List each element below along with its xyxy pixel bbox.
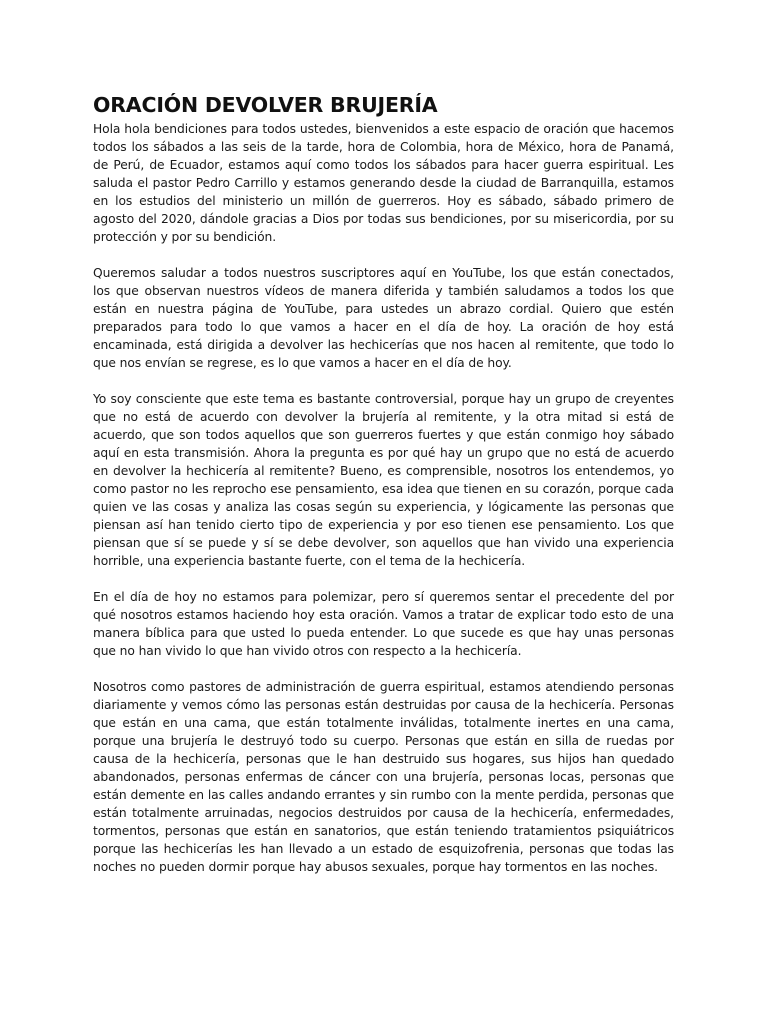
paragraph-4: En el día de hoy no estamos para polemizar, pero sí queremos sentar el precedente del por qué nosotros estamos haciendo hoy esta oración. Vamos a tratar de explicar todo esto de una manera bíblica para que usted lo pueda entender. Lo que sucede es que hay unas personas que no han vivido lo que han vivido otros con respecto a la hechicería. <box>93 590 674 658</box>
paragraph-3: Yo soy consciente que este tema es bastante controversial, porque hay un grupo de creyentes que no está de acuerdo con devolver la brujería al remitente, y la otra mitad si está de acuerdo, que son todos aquellos que son guerreros fuertes y que están conmigo hoy sábado aquí en esta transmisión. Ahora la pregunta es por qué hay un grupo que no está de acuerdo en devolver la hechicería al remitente? Bueno, es comprensible, nosotros los entendemos, yo como pastor no les reprocho ese pensamiento, esa idea que tienen en su corazón, porque cada quien ve las cosas y analiza las cosas según su experiencia, y lógicamente las personas que piensan así han tenido cierto tipo de experiencia y por eso tienen ese pensamiento. Los que piensan que sí se puede y sí se debe devolver, son aquellos que han vivido una experiencia horrible, una experiencia bastante fuerte, con el tema de la hechicería. <box>93 392 674 568</box>
document-title: ORACIÓN DEVOLVER BRUJERÍA <box>93 93 438 117</box>
document-page <box>93 92 674 894</box>
paragraph-5: Nosotros como pastores de administración de guerra espiritual, estamos atendiendo personas diariamente y vemos cómo las personas están destruidas por causa de la hechicería. Personas que están en una cama, que están totalmente inválidas, totalmente inertes en una cama, porque una brujería le destruyó todo su cuerpo. Personas que están en silla de ruedas por causa de la hechicería, personas que le han destruido sus hogares, sus hijos han quedado abandonados, personas enfermas de cáncer con una brujería, personas locas, personas que están demente en las calles andando errantes y sin rumbo con la mente perdida, personas que están totalmente arruinadas, negocios destruidos por causa de la hechicería, enfermedades, tormentos, personas que están en sanatorios, que están teniendo tratamientos psiquiátricos porque las hechicerías les han llevado a un estado de esquizofrenia, personas que todas las noches no pueden dormir porque hay abusos sexuales, porque hay tormentos en las noches. <box>93 680 674 874</box>
paragraph-2: Queremos saludar a todos nuestros suscriptores aquí en YouTube, los que están conectados, los que observan nuestros vídeos de manera diferida y también saludamos a todos los que están en nuestra página de YouTube, para ustedes un abrazo cordial. Quiero que estén preparados para todo lo que vamos a hacer en el día de hoy. La oración de hoy está encaminada, está dirigida a devolver las hechicerías que nos hacen al remitente, que todo lo que nos envían se regrese, es lo que vamos a hacer en el día de hoy. <box>93 266 674 370</box>
paragraph-1: Hola hola bendiciones para todos ustedes, bienvenidos a este espacio de oración que hacemos todos los sábados a las seis de la tarde, hora de Colombia, hora de México, hora de Panamá, de Perú, de Ecuador, estamos aquí como todos los sábados para hacer guerra espiritual. Les saluda el pastor Pedro Carrillo y estamos generando desde la ciudad de Barranquilla, estamos en los estudios del ministerio un millón de guerreros. Hoy es sábado, sábado primero de agosto del 2020, dándole gracias a Dios por todas sus bendiciones, por su misericordia, por su protección y por su bendición. <box>93 122 674 244</box>
